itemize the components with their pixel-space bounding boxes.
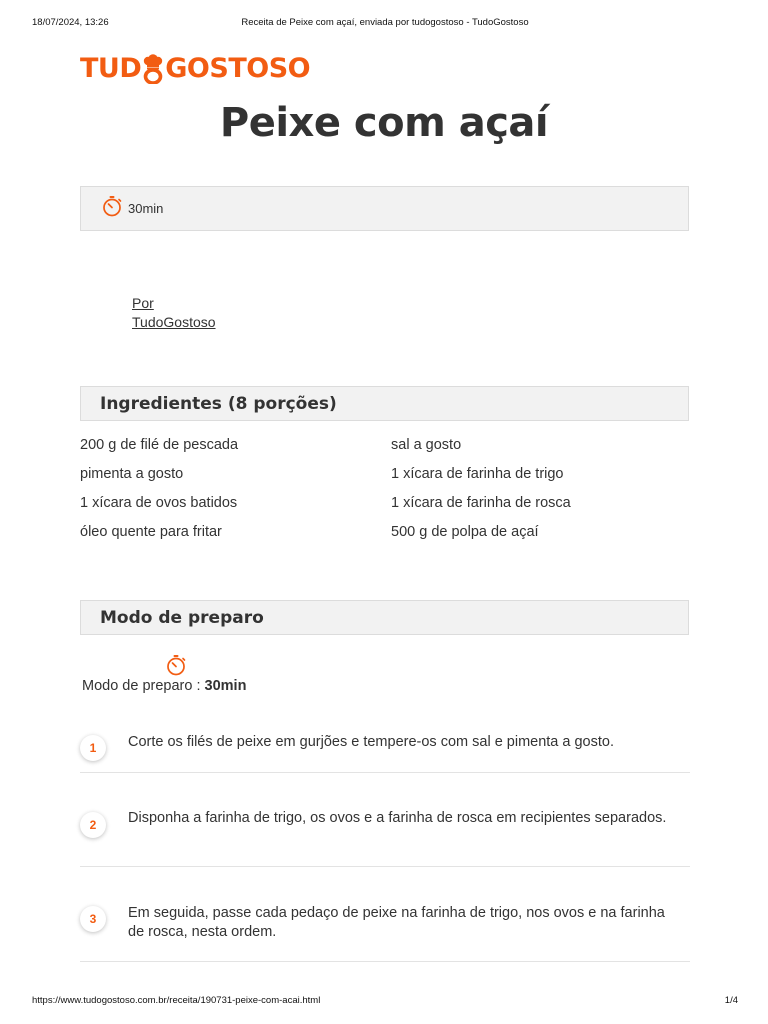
page-url: https://www.tudogostoso.com.br/receita/190731-peixe-com-acai.html	[32, 995, 321, 1006]
step-number: 2	[80, 812, 106, 838]
preparation-time	[82, 678, 246, 694]
print-header	[32, 17, 738, 31]
ingredients-header	[80, 386, 689, 421]
logo-text-part1: TUD	[80, 53, 142, 84]
site-logo[interactable]	[80, 50, 310, 84]
step-number: 1	[80, 735, 106, 761]
print-footer	[32, 995, 738, 1009]
preparation-time-value: 30min	[204, 678, 247, 694]
step-text: Disponha a farinha de trigo, os ovos e a farinha de rosca em recipientes separados.	[128, 810, 667, 826]
recipe-title: Peixe com açaí	[219, 100, 549, 146]
step-number: 3	[80, 906, 106, 932]
preparation-time-label: Modo de preparo :	[82, 678, 201, 694]
logo-text-part2: GOSTOSO	[165, 53, 311, 84]
preparation-step	[80, 800, 690, 867]
chef-hat-icon	[142, 54, 164, 84]
print-datetime: 18/07/2024, 13:26	[32, 17, 109, 28]
author-link[interactable]	[132, 294, 216, 332]
ingredient-item: pimenta a gosto	[80, 466, 184, 482]
ingredient-item: óleo quente para fritar	[80, 524, 222, 540]
preparation-step	[80, 895, 690, 962]
ingredient-item: 500 g de polpa de açaí	[391, 524, 539, 540]
ingredients-heading: Ingredientes (8 porções)	[100, 393, 337, 414]
preparation-header	[80, 600, 689, 635]
step-text: Corte os filés de peixe em gurjões e tempere-os com sal e pimenta a gosto.	[128, 734, 614, 750]
recipe-time-box	[80, 186, 689, 231]
author-name: TudoGostoso	[132, 314, 216, 330]
total-time: 30min	[128, 201, 164, 216]
ingredient-item: 1 xícara de ovos batidos	[80, 495, 238, 511]
ingredient-item: 1 xícara de farinha de rosca	[391, 495, 571, 511]
author-prefix: Por	[132, 295, 154, 311]
ingredient-item: 200 g de filé de pescada	[80, 437, 239, 453]
step-text: Em seguida, passe cada pedaço de peixe na farinha de trigo, nos ovos e na farinha de rosca, nesta ordem.	[128, 905, 665, 940]
preparation-step	[80, 726, 690, 773]
ingredient-item: 1 xícara de farinha de trigo	[391, 466, 564, 482]
ingredient-item: sal a gosto	[391, 437, 462, 453]
page-number: 1/4	[724, 995, 738, 1006]
print-document-title: Receita de Peixe com açaí, enviada por tudogostoso - TudoGostoso	[241, 17, 529, 28]
stopwatch-icon	[165, 654, 187, 681]
stopwatch-icon	[101, 195, 123, 222]
preparation-heading: Modo de preparo	[100, 607, 264, 628]
